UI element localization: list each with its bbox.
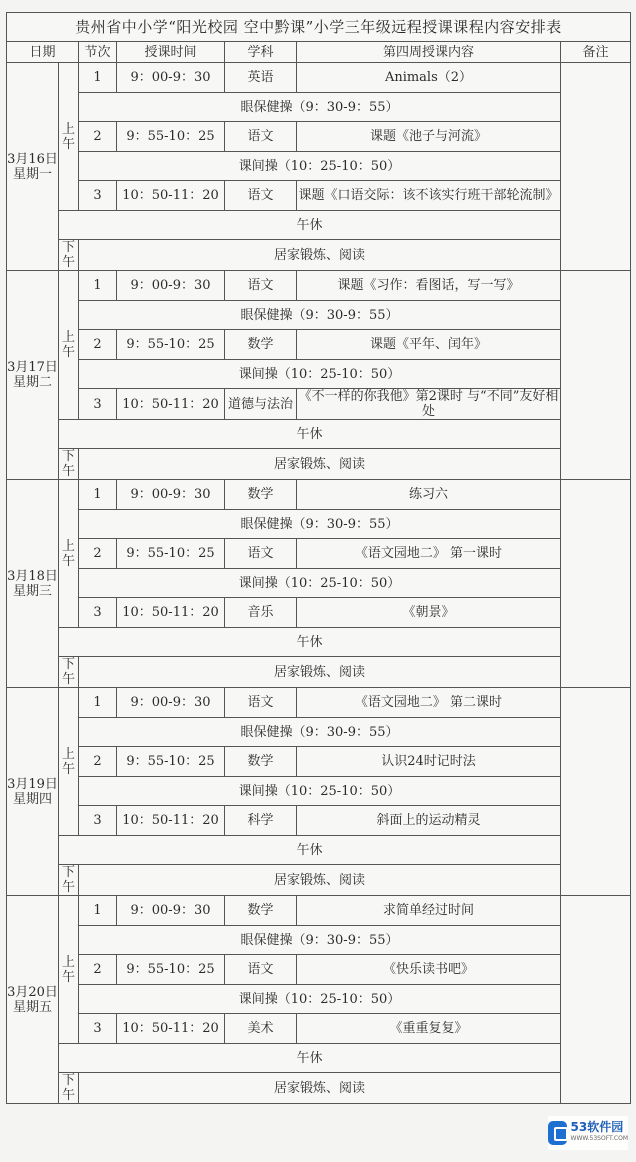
- lesson-subject: 数学: [225, 747, 297, 777]
- lesson-subject: 数学: [225, 896, 297, 926]
- lesson-time: 9：55-10：25: [117, 747, 225, 777]
- lesson-time: 9：00-9：30: [117, 688, 225, 718]
- break-exercise-row: 课间操（10：25-10：50）: [79, 152, 561, 181]
- eye-exercise-row: 眼保健操（9：30-9：55）: [79, 93, 561, 122]
- lesson-time: 10：50-11：20: [117, 1014, 225, 1044]
- lesson-row: [7, 330, 631, 360]
- header-date: 日期: [7, 42, 79, 63]
- lesson-period: 1: [79, 480, 117, 510]
- lesson-row: [7, 955, 631, 985]
- day-date: 3月19日: [7, 776, 58, 792]
- lesson-time: 10：50-11：20: [117, 806, 225, 836]
- lesson-content: 练习六: [297, 480, 561, 510]
- afternoon-label: 下午: [59, 1073, 79, 1104]
- watermark-logo-icon: [548, 1121, 567, 1145]
- afternoon-activity: 居家锻炼、阅读: [79, 865, 561, 896]
- lesson-content: 《语文园地二》 第二课时: [297, 688, 561, 718]
- lesson-period: 1: [79, 63, 117, 93]
- lesson-period: 2: [79, 122, 117, 152]
- lesson-content: 《快乐读书吧》: [297, 955, 561, 985]
- lesson-period: 3: [79, 806, 117, 836]
- morning-label: 上午: [59, 271, 79, 420]
- remarks-cell: [561, 688, 631, 896]
- afternoon-activity: 居家锻炼、阅读: [79, 657, 561, 688]
- break-exercise-row: 课间操（10：25-10：50）: [79, 569, 561, 598]
- remarks-cell: [561, 480, 631, 688]
- lesson-row: [7, 1014, 631, 1044]
- day-date: 3月20日: [7, 984, 58, 1000]
- day-date: 3月18日: [7, 568, 58, 584]
- lesson-subject: 数学: [225, 480, 297, 510]
- watermark-url: WWW.53SOFT.COM: [570, 1135, 628, 1142]
- lesson-content: 认识24时记时法: [297, 747, 561, 777]
- lesson-period: 2: [79, 955, 117, 985]
- lesson-period: 2: [79, 539, 117, 569]
- noon-break-row: 午休: [59, 628, 561, 657]
- lesson-row: [7, 539, 631, 569]
- lesson-time: 9：00-9：30: [117, 271, 225, 301]
- lesson-subject: 美术: [225, 1014, 297, 1044]
- header-row: [7, 42, 631, 63]
- lesson-row: [7, 271, 631, 301]
- lesson-subject: 音乐: [225, 598, 297, 628]
- day-date-cell: [7, 480, 59, 688]
- lesson-content: 课题《口语交际：该不该实行班干部轮流制》: [297, 181, 561, 211]
- afternoon-activity: 居家锻炼、阅读: [79, 240, 561, 271]
- lesson-time: 10：50-11：20: [117, 389, 225, 420]
- day-weekday: 星期二: [12, 375, 52, 390]
- lesson-content: 《朝景》: [297, 598, 561, 628]
- lesson-row: [7, 389, 631, 420]
- lesson-subject: 语文: [225, 539, 297, 569]
- day-weekday: 星期三: [12, 583, 52, 599]
- lesson-content: 求简单经过时间: [297, 896, 561, 926]
- day-date: 3月17日: [7, 360, 58, 375]
- lesson-content: 课题《平年、闰年》: [297, 330, 561, 360]
- lesson-subject: 英语: [225, 63, 297, 93]
- morning-label: 上午: [59, 688, 79, 836]
- lesson-content: 课题《池子与河流》: [297, 122, 561, 152]
- lesson-subject: 语文: [225, 955, 297, 985]
- lesson-period: 1: [79, 896, 117, 926]
- remarks-cell: [561, 271, 631, 480]
- lesson-subject: 数学: [225, 330, 297, 360]
- day-weekday: 星期五: [12, 999, 52, 1015]
- noon-break-row: 午休: [59, 211, 561, 240]
- break-exercise-row: 课间操（10：25-10：50）: [79, 985, 561, 1014]
- lesson-subject: 道德与法治: [225, 389, 297, 420]
- lesson-period: 3: [79, 389, 117, 420]
- watermark: [548, 1116, 628, 1150]
- eye-exercise-row: 眼保健操（9：30-9：55）: [79, 301, 561, 330]
- lesson-subject: 语文: [225, 122, 297, 152]
- noon-break-row: 午休: [59, 420, 561, 449]
- lesson-content: 《不一样的你我他》第2课时 与“不同”友好相处: [297, 389, 561, 420]
- lesson-content: 课题《习作：看图话，写一写》: [297, 271, 561, 301]
- lesson-time: 9：00-9：30: [117, 480, 225, 510]
- noon-break-row: 午休: [59, 836, 561, 865]
- lesson-subject: 语文: [225, 271, 297, 301]
- morning-label: 上午: [59, 896, 79, 1044]
- lesson-row: [7, 480, 631, 510]
- header-subject: 学科: [225, 42, 297, 63]
- lesson-time: 9：55-10：25: [117, 955, 225, 985]
- lesson-period: 3: [79, 1014, 117, 1044]
- header-time: 授课时间: [117, 42, 225, 63]
- day-date-cell: [7, 896, 59, 1104]
- lesson-period: 3: [79, 181, 117, 211]
- afternoon-activity: 居家锻炼、阅读: [79, 449, 561, 480]
- header-remarks: 备注: [561, 42, 631, 63]
- lesson-time: 9：00-9：30: [117, 896, 225, 926]
- eye-exercise-row: 眼保健操（9：30-9：55）: [79, 510, 561, 539]
- header-content: 第四周授课内容: [297, 42, 561, 63]
- lesson-row: [7, 806, 631, 836]
- header-period: 节次: [79, 42, 117, 63]
- afternoon-activity: 居家锻炼、阅读: [79, 1073, 561, 1104]
- lesson-row: [7, 688, 631, 718]
- day-date-cell: [7, 63, 59, 271]
- remarks-cell: [561, 63, 631, 271]
- lesson-row: [7, 598, 631, 628]
- lesson-time: 9：55-10：25: [117, 539, 225, 569]
- page-title: 贵州省中小学“阳光校园 空中黔课”小学三年级远程授课课程内容安排表: [7, 13, 631, 42]
- lesson-time: 10：50-11：20: [117, 181, 225, 211]
- lesson-content: 《重重复复》: [297, 1014, 561, 1044]
- lesson-period: 1: [79, 271, 117, 301]
- schedule-table: [6, 12, 631, 1104]
- lesson-period: 2: [79, 330, 117, 360]
- lesson-row: [7, 896, 631, 926]
- day-date-cell: [7, 271, 59, 480]
- lesson-subject: 科学: [225, 806, 297, 836]
- eye-exercise-row: 眼保健操（9：30-9：55）: [79, 718, 561, 747]
- morning-label: 上午: [59, 63, 79, 211]
- remarks-cell: [561, 896, 631, 1104]
- watermark-name: 53软件园: [570, 1120, 624, 1134]
- afternoon-label: 下午: [59, 657, 79, 688]
- lesson-period: 3: [79, 598, 117, 628]
- break-exercise-row: 课间操（10：25-10：50）: [79, 360, 561, 389]
- lesson-subject: 语文: [225, 688, 297, 718]
- day-date-cell: [7, 688, 59, 896]
- day-weekday: 星期四: [12, 791, 52, 807]
- lesson-time: 9：00-9：30: [117, 63, 225, 93]
- afternoon-label: 下午: [59, 240, 79, 271]
- morning-label: 上午: [59, 480, 79, 628]
- lesson-period: 1: [79, 688, 117, 718]
- lesson-time: 9：55-10：25: [117, 122, 225, 152]
- lesson-row: [7, 181, 631, 211]
- lesson-row: [7, 63, 631, 93]
- lesson-period: 2: [79, 747, 117, 777]
- lesson-subject: 语文: [225, 181, 297, 211]
- lesson-time: 10：50-11：20: [117, 598, 225, 628]
- day-weekday: 星期一: [12, 166, 52, 182]
- lesson-time: 9：55-10：25: [117, 330, 225, 360]
- day-date: 3月16日: [7, 151, 58, 167]
- lesson-content: 《语文园地二》 第一课时: [297, 539, 561, 569]
- afternoon-label: 下午: [59, 865, 79, 896]
- lesson-row: [7, 747, 631, 777]
- break-exercise-row: 课间操（10：25-10：50）: [79, 777, 561, 806]
- lesson-content: Animals（2）: [297, 63, 561, 93]
- lesson-content: 斜面上的运动精灵: [297, 806, 561, 836]
- eye-exercise-row: 眼保健操（9：30-9：55）: [79, 926, 561, 955]
- noon-break-row: 午休: [59, 1044, 561, 1073]
- lesson-row: [7, 122, 631, 152]
- afternoon-label: 下午: [59, 449, 79, 480]
